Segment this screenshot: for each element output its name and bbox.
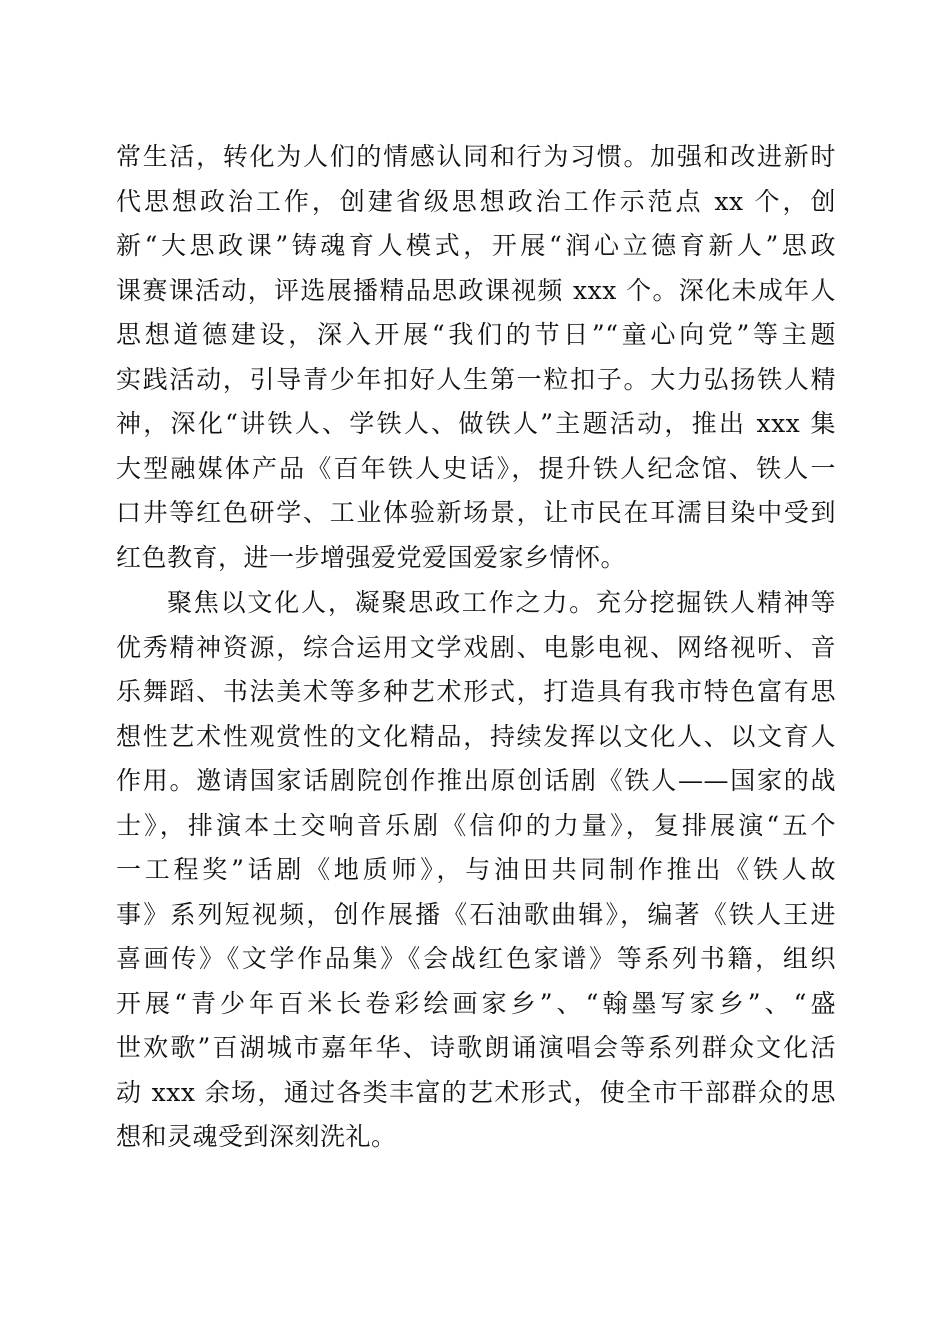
- paragraph-line: 红色教育，进一步增强爱党爱国爱家乡情怀。: [116, 542, 627, 572]
- paragraph-cultural-education: [116, 581, 836, 1160]
- paragraph-line: 聚焦以文化人，凝聚思政工作之力。充分挖掘铁人精神等: [167, 588, 836, 617]
- paragraph-line: 优秀精神资源，综合运用文学戏剧、电影电视、网络视听、音: [116, 632, 836, 662]
- paragraph-line: 思想道德建设，深入开展“我们的节日”“童心向党”等主题: [116, 320, 836, 349]
- paragraph-line: 新“大思政课”铸魂育人模式，开展“润心立德育新人”思政: [116, 231, 836, 260]
- paragraph-line: 喜画传》《文学作品集》《会战红色家谱》等系列书籍，组织: [116, 944, 836, 973]
- paragraph-line: 神，深化“讲铁人、学铁人、做铁人”主题活动，推出 xxx 集: [116, 409, 836, 438]
- paragraph-line: 口井等红色研学、工业体验新场景，让市民在耳濡目染中受到: [116, 498, 836, 527]
- paragraph-line: 动 xxx 余场，通过各类丰富的艺术形式，使全市干部群众的思: [116, 1077, 836, 1107]
- paragraph-line: 士》，排演本土交响音乐剧《信仰的力量》，复排展演“五个: [116, 810, 836, 840]
- paragraph-line: 作用。邀请国家话剧院创作推出原创话剧《铁人——国家的战: [116, 766, 836, 795]
- paragraph-line: 想性艺术性观赏性的文化精品，持续发挥以文化人、以文育人: [116, 721, 836, 751]
- paragraph-line: 代思想政治工作，创建省级思想政治工作示范点 xx 个，创: [116, 186, 836, 216]
- paragraph-line: 大型融媒体产品《百年铁人史话》，提升铁人纪念馆、铁人一: [116, 453, 836, 483]
- paragraph-line: 开展“青少年百米长卷彩绘画家乡”、“翰墨写家乡”、“盛: [116, 988, 836, 1018]
- paragraph-line: 实践活动，引导青少年扣好人生第一粒扣子。大力弘扬铁人精: [116, 364, 836, 394]
- paragraph-line: 一工程奖”话剧《地质师》，与油田共同制作推出《铁人故: [116, 855, 836, 884]
- paragraph-ideological-work: [116, 135, 836, 580]
- paragraph-line: 世欢歌”百湖城市嘉年华、诗歌朗诵演唱会等系列群众文化活: [116, 1033, 836, 1062]
- paragraph-line: 事》系列短视频，创作展播《石油歌曲辑》，编著《铁人王进: [116, 899, 836, 929]
- paragraph-line: 想和灵魂受到深刻洗礼。: [116, 1122, 397, 1151]
- paragraph-line: 乐舞蹈、书法美术等多种艺术形式，打造具有我市特色富有思: [116, 677, 836, 706]
- paragraph-line: 常生活，转化为人们的情感认同和行为习惯。加强和改进新时: [116, 142, 836, 171]
- paragraph-line: 课赛课活动，评选展播精品思政课视频 xxx 个。深化未成年人: [116, 275, 836, 305]
